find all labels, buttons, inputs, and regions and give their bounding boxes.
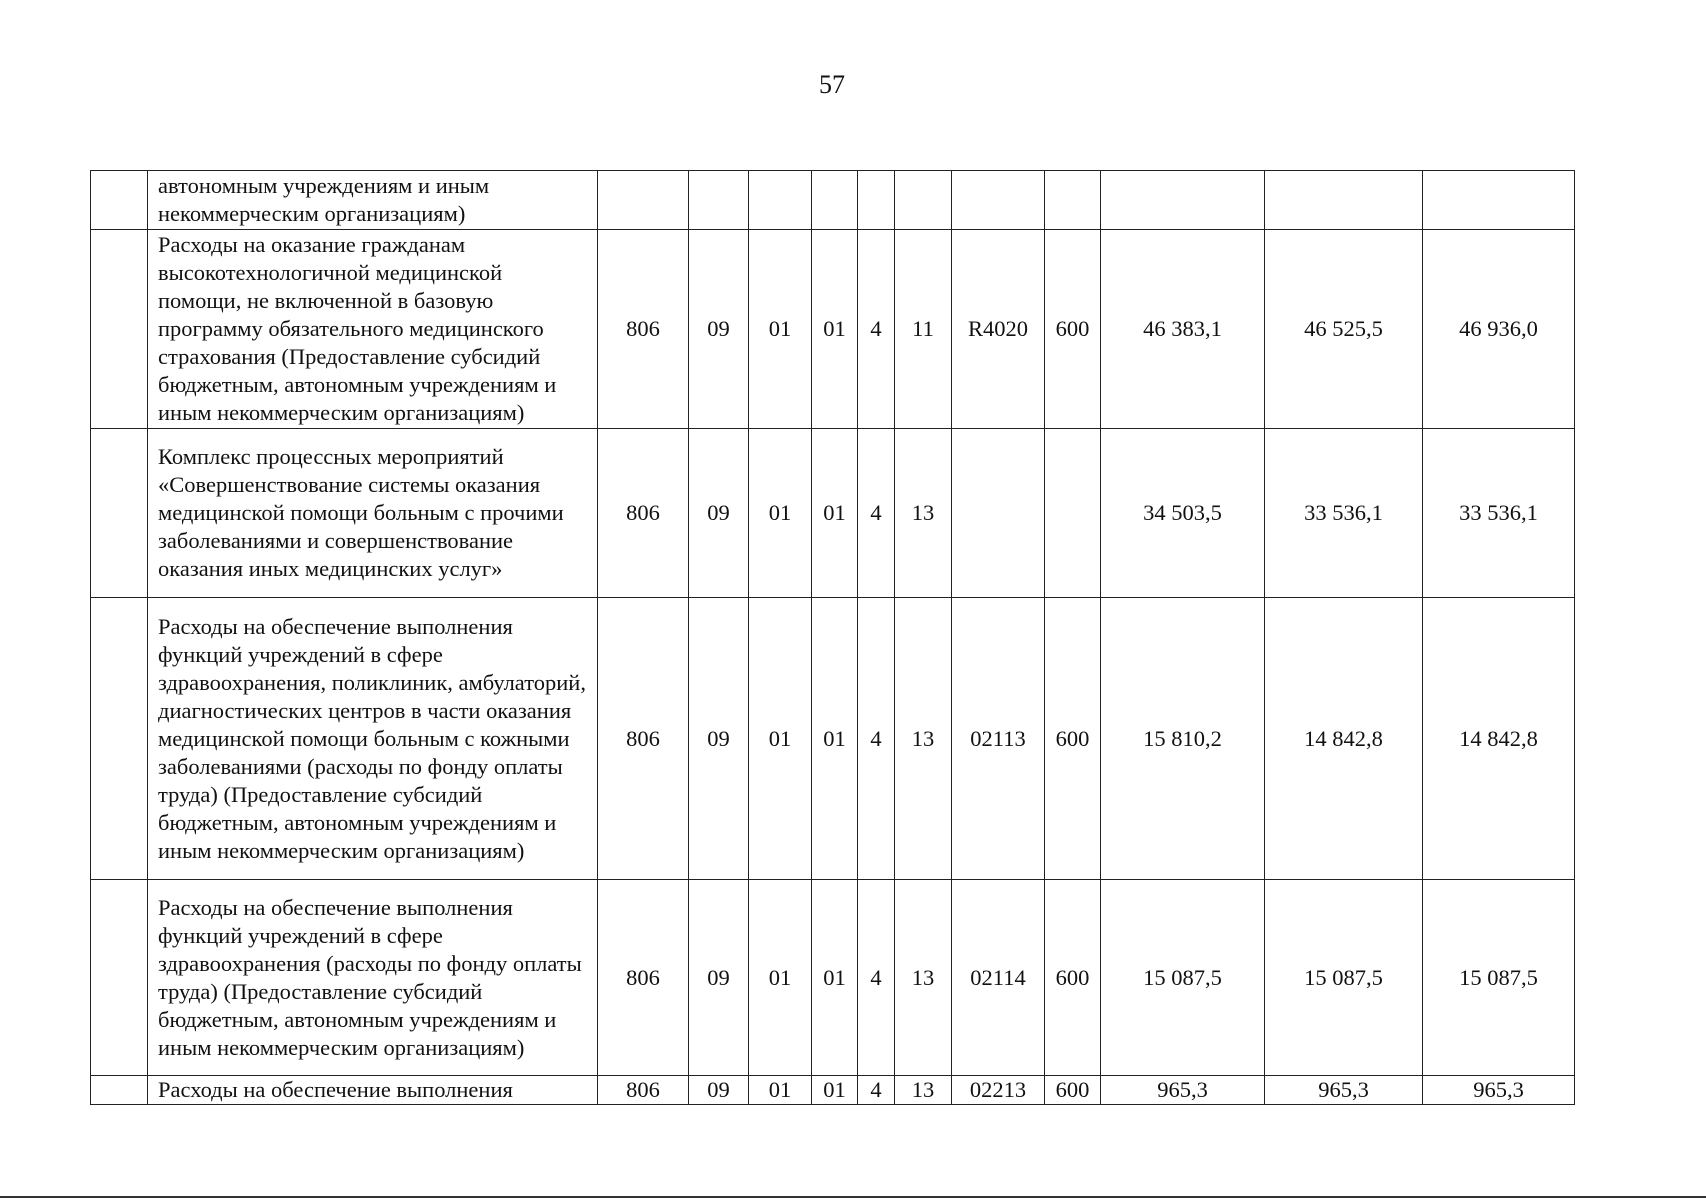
table-row xyxy=(91,230,1575,429)
amount-year3-cell: 33 536,1 xyxy=(1423,429,1575,598)
amount-year1-cell: 34 503,5 xyxy=(1101,429,1265,598)
expense-type-cell: 600 xyxy=(1045,230,1101,429)
amount-year2-cell: 965,3 xyxy=(1265,1076,1423,1105)
subprogram-cell: 4 xyxy=(858,230,895,429)
code-806-cell: 806 xyxy=(598,429,689,598)
page-bottom-divider xyxy=(0,1196,1706,1198)
subprogram-cell: 4 xyxy=(858,598,895,880)
expense-type-cell: 600 xyxy=(1045,880,1101,1076)
direction-cell: R4020 xyxy=(952,230,1045,429)
section-cell xyxy=(689,171,749,230)
budget-table xyxy=(90,170,1575,1105)
section-cell: 09 xyxy=(689,880,749,1076)
section-cell: 09 xyxy=(689,429,749,598)
activity-cell xyxy=(895,171,952,230)
table-row xyxy=(91,171,1575,230)
code-806-cell: 806 xyxy=(598,598,689,880)
amount-year2-cell: 15 087,5 xyxy=(1265,880,1423,1076)
activity-cell: 13 xyxy=(895,598,952,880)
amount-year2-cell xyxy=(1265,171,1423,230)
activity-cell: 13 xyxy=(895,880,952,1076)
amount-year3-cell xyxy=(1423,171,1575,230)
subprogram-cell: 4 xyxy=(858,429,895,598)
subsection-cell: 01 xyxy=(749,598,812,880)
amount-year1-cell: 965,3 xyxy=(1101,1076,1265,1105)
expense-type-cell: 600 xyxy=(1045,1076,1101,1105)
direction-cell: 02113 xyxy=(952,598,1045,880)
amount-year1-cell: 15 087,5 xyxy=(1101,880,1265,1076)
expense-type-cell xyxy=(1045,429,1101,598)
amount-year2-cell: 14 842,8 xyxy=(1265,598,1423,880)
amount-year1-cell: 15 810,2 xyxy=(1101,598,1265,880)
activity-cell: 11 xyxy=(895,230,952,429)
subsection-cell: 01 xyxy=(749,1076,812,1105)
amount-year2-cell: 46 525,5 xyxy=(1265,230,1423,429)
row-marker-cell xyxy=(91,429,148,598)
subsection-cell: 01 xyxy=(749,880,812,1076)
row-marker-cell xyxy=(91,230,148,429)
amount-year3-cell: 46 936,0 xyxy=(1423,230,1575,429)
code-806-cell xyxy=(598,171,689,230)
program-cell: 01 xyxy=(812,598,858,880)
activity-cell: 13 xyxy=(895,429,952,598)
amount-year3-cell: 15 087,5 xyxy=(1423,880,1575,1076)
section-cell: 09 xyxy=(689,598,749,880)
page-number: 57 xyxy=(819,70,845,99)
subprogram-cell: 4 xyxy=(858,880,895,1076)
direction-cell: 02213 xyxy=(952,1076,1045,1105)
description-cell: Расходы на обеспечение выполнения xyxy=(148,1076,598,1105)
amount-year1-cell: 46 383,1 xyxy=(1101,230,1265,429)
amount-year3-cell: 14 842,8 xyxy=(1423,598,1575,880)
subsection-cell: 01 xyxy=(749,429,812,598)
description-cell: Расходы на обеспечение выполнения функций учреждений в сфере здравоохранения (расходы по фонду оплаты труда) (Предоставление субсидий бюджетным, автономным учреждениям и иным некоммерческим организациям) xyxy=(148,880,598,1076)
direction-cell: 02114 xyxy=(952,880,1045,1076)
subsection-cell xyxy=(749,171,812,230)
row-marker-cell xyxy=(91,171,148,230)
description-cell: автономным учреждениям и иным некоммерческим организациям) xyxy=(148,171,598,230)
description-cell: Комплекс процессных мероприятий «Совершенствование системы оказания медицинской помощи больным с прочими заболеваниями и совершенствование оказания иных медицинских услуг» xyxy=(148,429,598,598)
row-marker-cell xyxy=(91,880,148,1076)
table-row xyxy=(91,1076,1575,1105)
amount-year1-cell xyxy=(1101,171,1265,230)
program-cell xyxy=(812,171,858,230)
program-cell: 01 xyxy=(812,230,858,429)
direction-cell xyxy=(952,429,1045,598)
table-row xyxy=(91,598,1575,880)
description-cell: Расходы на оказание гражданам высокотехнологичной медицинской помощи, не включенной в базовую программу обязательного медицинского страхования (Предоставление субсидий бюджетным, автономным учреждениям и иным некоммерческим организациям) xyxy=(148,230,598,429)
expense-type-cell: 600 xyxy=(1045,598,1101,880)
direction-cell xyxy=(952,171,1045,230)
subprogram-cell: 4 xyxy=(858,1076,895,1105)
subprogram-cell xyxy=(858,171,895,230)
subsection-cell: 01 xyxy=(749,230,812,429)
description-cell: Расходы на обеспечение выполнения функций учреждений в сфере здравоохранения, поликлиник, амбулаторий, диагностических центров в части оказания медицинской помощи больным с кожными заболеваниями (расходы по фонду оплаты труда) (Предоставление субсидий бюджетным, автономным учреждениям и иным некоммерческим организациям) xyxy=(148,598,598,880)
table-row xyxy=(91,429,1575,598)
section-cell: 09 xyxy=(689,230,749,429)
program-cell: 01 xyxy=(812,880,858,1076)
table-row xyxy=(91,880,1575,1076)
activity-cell: 13 xyxy=(895,1076,952,1105)
code-806-cell: 806 xyxy=(598,880,689,1076)
amount-year3-cell: 965,3 xyxy=(1423,1076,1575,1105)
code-806-cell: 806 xyxy=(598,1076,689,1105)
code-806-cell: 806 xyxy=(598,230,689,429)
row-marker-cell xyxy=(91,598,148,880)
program-cell: 01 xyxy=(812,429,858,598)
row-marker-cell xyxy=(91,1076,148,1105)
program-cell: 01 xyxy=(812,1076,858,1105)
expense-type-cell xyxy=(1045,171,1101,230)
amount-year2-cell: 33 536,1 xyxy=(1265,429,1423,598)
section-cell: 09 xyxy=(689,1076,749,1105)
